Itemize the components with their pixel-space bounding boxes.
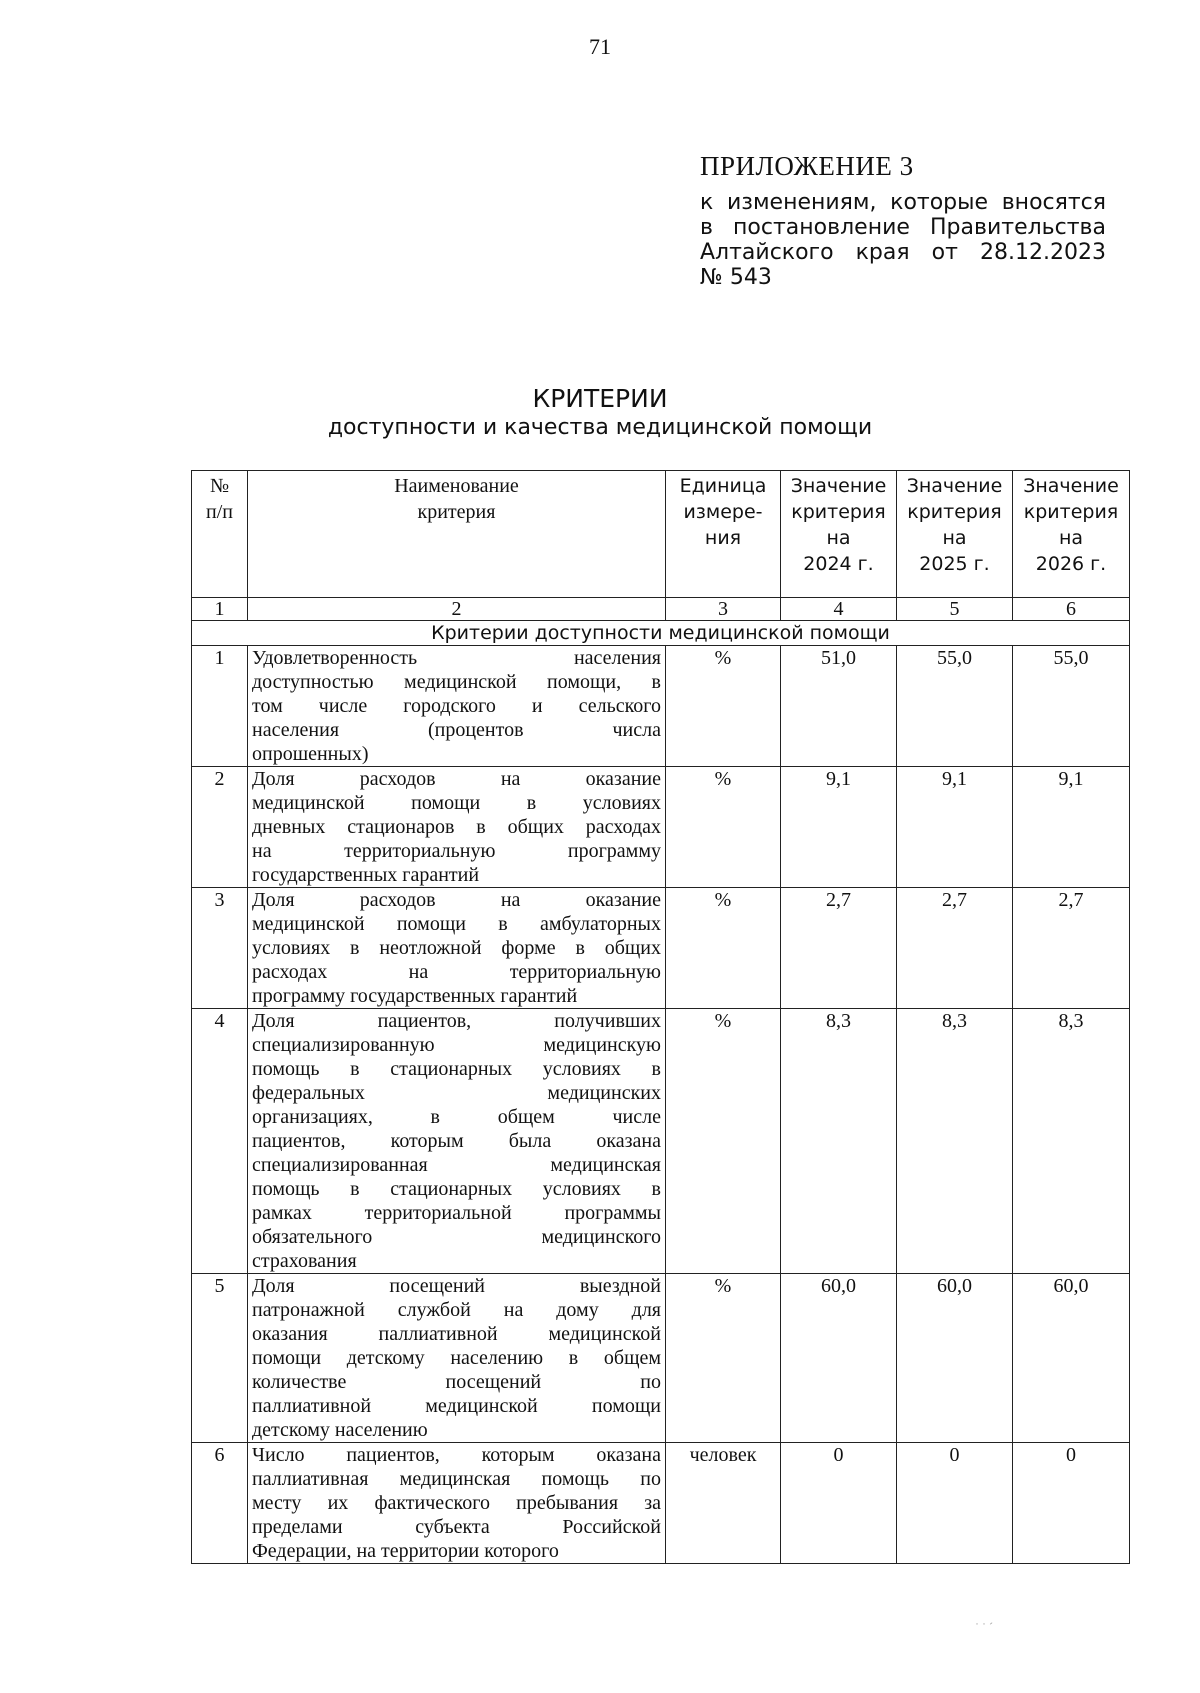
scan-artifact: ˙ ˙ ˊ (975, 1620, 993, 1634)
value-2026: 8,3 (1013, 1009, 1130, 1274)
header-line: 2025 г. (919, 553, 990, 575)
table-row (192, 888, 1130, 1009)
header-line: критерия (417, 501, 496, 523)
value-2024: 51,0 (781, 646, 897, 767)
criterion-name-line: программу государственных гарантий (252, 985, 578, 1007)
appendix-line: № 543 (700, 265, 772, 290)
criterion-name-line: рамках территориальной программы (252, 1202, 661, 1224)
criterion-name-line: специализированную медицинскую (252, 1034, 661, 1056)
row-number: 3 (192, 888, 248, 1009)
criteria-table (191, 470, 1130, 1564)
header-line: Значение (790, 475, 887, 497)
unit-cell: % (666, 1274, 781, 1443)
header-num (192, 471, 248, 598)
criterion-name-line: паллиативная медицинская помощь по (252, 1468, 661, 1490)
header-line: на (942, 527, 967, 549)
value-2026: 60,0 (1013, 1274, 1130, 1443)
criterion-name-line: страхования (252, 1250, 357, 1272)
criterion-name-line: на территориальную программу (252, 840, 661, 862)
value-2026: 2,7 (1013, 888, 1130, 1009)
header-name (248, 471, 666, 598)
table-row (192, 767, 1130, 888)
document-heading (0, 384, 1200, 442)
criterion-name-line: Доля посещений выездной (252, 1275, 661, 1297)
header-line: 2024 г. (803, 553, 874, 575)
criterion-name-line: месту их фактического пребывания за (252, 1492, 661, 1514)
column-number: 4 (781, 598, 897, 621)
criterion-name-line: Доля расходов на оказание (252, 768, 661, 790)
table-row (192, 1274, 1130, 1443)
row-number: 6 (192, 1443, 248, 1564)
criterion-name-line: дневных стационаров в общих расходах (252, 816, 661, 838)
value-2024: 0 (781, 1443, 897, 1564)
value-2024: 2,7 (781, 888, 897, 1009)
header-line: п/п (206, 501, 233, 523)
criterion-name-line: условиях в неотложной форме в общих (252, 937, 661, 959)
column-number: 5 (897, 598, 1013, 621)
criterion-name-line: специализированная медицинская (252, 1154, 661, 1176)
value-2024: 8,3 (781, 1009, 897, 1274)
table-row (192, 1443, 1130, 1564)
criterion-name (248, 1274, 666, 1443)
appendix-line: к изменениям, которые вносятся (700, 190, 1106, 215)
appendix-block (700, 150, 1106, 290)
appendix-line: Алтайского края от 28.12.2023 (700, 240, 1106, 265)
criterion-name-line: Доля расходов на оказание (252, 889, 661, 911)
header-line: на (826, 527, 851, 549)
value-2025: 55,0 (897, 646, 1013, 767)
appendix-text (700, 190, 1106, 290)
column-number: 6 (1013, 598, 1130, 621)
row-number: 2 (192, 767, 248, 888)
appendix-line: в постановление Правительства (700, 215, 1106, 240)
header-line: № (209, 475, 230, 497)
header-2025 (897, 471, 1013, 598)
criterion-name (248, 646, 666, 767)
value-2025: 0 (897, 1443, 1013, 1564)
value-2026: 0 (1013, 1443, 1130, 1564)
value-2025: 2,7 (897, 888, 1013, 1009)
unit-cell: человек (666, 1443, 781, 1564)
page-number: 71 (589, 34, 611, 59)
criterion-name-line: пределами субъекта Российской (252, 1516, 661, 1538)
criterion-name-line: детскому населению (252, 1419, 428, 1441)
criterion-name-line: обязательного медицинского (252, 1226, 661, 1248)
section-row (192, 621, 1130, 646)
criterion-name-line: помощи детскому населению в общем (252, 1347, 661, 1369)
unit-cell: % (666, 888, 781, 1009)
value-2025: 60,0 (897, 1274, 1013, 1443)
value-2025: 8,3 (897, 1009, 1013, 1274)
criterion-name-line: оказания паллиативной медицинской (252, 1323, 661, 1345)
criterion-name-line: Федерации, на территории которого (252, 1540, 559, 1562)
criterion-name-line: организациях, в общем числе (252, 1106, 661, 1128)
unit-cell: % (666, 767, 781, 888)
criterion-name-line: доступностью медицинской помощи, в (252, 671, 661, 693)
row-number: 4 (192, 1009, 248, 1274)
table-header-row (192, 471, 1130, 598)
criterion-name-line: федеральных медицинских (252, 1082, 661, 1104)
header-line: 2026 г. (1035, 553, 1107, 575)
column-number: 3 (666, 598, 781, 621)
value-2024: 9,1 (781, 767, 897, 888)
section-title: Критерии доступности медицинской помощи (192, 621, 1130, 646)
criterion-name-line: Удовлетворенность населения (252, 647, 661, 669)
criterion-name (248, 1443, 666, 1564)
value-2024: 60,0 (781, 1274, 897, 1443)
header-line: ния (704, 527, 742, 549)
row-number: 1 (192, 646, 248, 767)
criterion-name (248, 767, 666, 888)
value-2026: 9,1 (1013, 767, 1130, 888)
criterion-name-line: расходах на территориальную (252, 961, 661, 983)
column-numbers-row (192, 598, 1130, 621)
criterion-name-line: паллиативной медицинской помощи (252, 1395, 661, 1417)
column-number: 2 (248, 598, 666, 621)
criterion-name-line: помощь в стационарных условиях в (252, 1058, 661, 1080)
value-2026: 55,0 (1013, 646, 1130, 767)
criterion-name-line: медицинской помощи в условиях (252, 792, 661, 814)
criterion-name (248, 888, 666, 1009)
header-line: критерия (791, 501, 886, 523)
row-number: 5 (192, 1274, 248, 1443)
header-line: Значение (1023, 475, 1119, 497)
unit-cell: % (666, 646, 781, 767)
value-2025: 9,1 (897, 767, 1013, 888)
table-row (192, 1009, 1130, 1274)
header-line: критерия (907, 501, 1002, 523)
criterion-name-line: том числе городского и сельского (252, 695, 661, 717)
header-line: на (1058, 527, 1084, 549)
header-unit (666, 471, 781, 598)
header-line: Наименование (394, 475, 519, 497)
header-line: критерия (1023, 501, 1119, 523)
criterion-name-line: Число пациентов, которым оказана (252, 1444, 661, 1466)
criterion-name-line: пациентов, которым была оказана (252, 1130, 661, 1152)
header-line: Единица (679, 475, 767, 497)
criterion-name (248, 1009, 666, 1274)
criterion-name-line: патронажной службой на дому для (252, 1299, 661, 1321)
header-2026 (1013, 471, 1130, 598)
table-row (192, 646, 1130, 767)
header-line: Значение (906, 475, 1003, 497)
criterion-name-line: медицинской помощи в амбулаторных (252, 913, 661, 935)
unit-cell: % (666, 1009, 781, 1274)
header-2024 (781, 471, 897, 598)
criterion-name-line: помощь в стационарных условиях в (252, 1178, 661, 1200)
header-line: измере- (683, 501, 763, 523)
document-subtitle: доступности и качества медицинской помощи (327, 415, 873, 440)
criterion-name-line: опрошенных) (252, 743, 369, 765)
appendix-title: ПРИЛОЖЕНИЕ 3 (700, 151, 914, 181)
criterion-name-line: населения (процентов числа (252, 719, 661, 741)
criterion-name-line: Доля пациентов, получивших (252, 1010, 661, 1032)
criterion-name-line: количестве посещений по (252, 1371, 661, 1393)
column-number: 1 (192, 598, 248, 621)
criterion-name-line: государственных гарантий (252, 864, 480, 886)
document-title: КРИТЕРИИ (532, 384, 668, 413)
